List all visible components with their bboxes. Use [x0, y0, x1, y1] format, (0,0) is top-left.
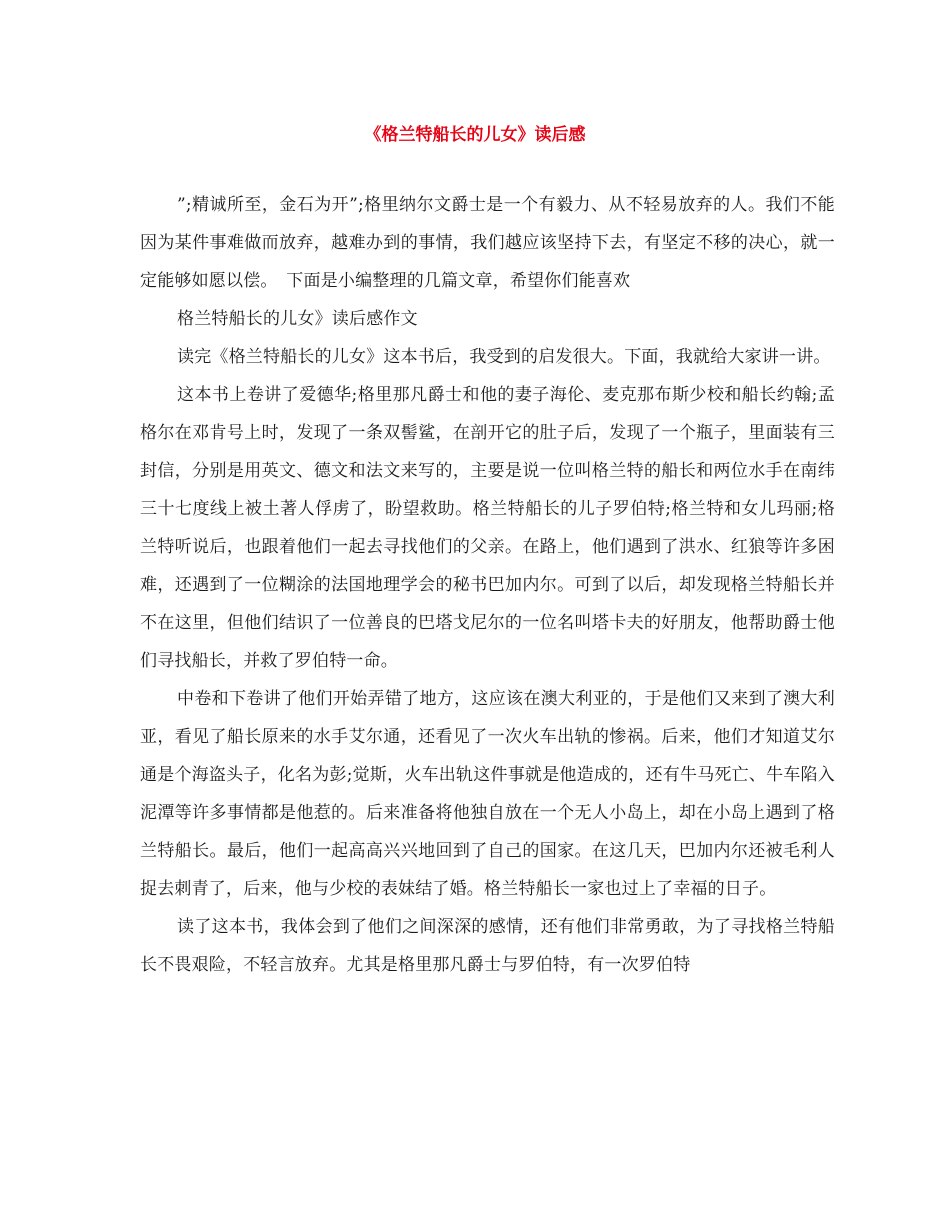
- body-paragraph: 这本书上卷讲了爱德华;格里那凡爵士和他的妻子海伦、麦克那布斯少校和船长约翰;孟格尔在邓肯号上时，发现了一条双髻鲨，在剖开它的肚子后，发现了一个瓶子，里面装有三封信，分别是用英文、德文和法文来写的，主要是说一位叫格兰特的船长和两位水手在南纬三十七度线上被土著人俘虏了，盼望救助。格兰特船长的儿子罗伯特;格兰特和女儿玛丽;格兰特听说后，也跟着他们一起去寻找他们的父亲。在路上，他们遇到了洪水、红狼等许多困难，还遇到了一位糊涂的法国地理学会的秘书巴加内尔。可到了以后，却发现格兰特船长并不在这里，但他们结识了一位善良的巴塔戈尼尔的一位名叫塔卡夫的好朋友，他帮助爵士他们寻找船长，并救了罗伯特一命。: [140, 385, 835, 671]
- essay-subtitle: 格兰特船长的儿女》读后感作文: [177, 309, 418, 329]
- body-paragraph: 读了这本书，我体会到了他们之间深深的感情，还有他们非常勇敢，为了寻找格兰特船长不畏艰险，不轻言放弃。尤其是格里那凡爵士与罗伯特，有一次罗伯特: [140, 917, 835, 975]
- document-title: 《格兰特船长的儿女》读后感: [364, 125, 586, 145]
- body-paragraph: 中卷和下卷讲了他们开始弄错了地方，这应该在澳大利亚的，于是他们又来到了澳大利亚，看见了船长原来的水手艾尔通，还看见了一次火车出轨的惨祸。后来，他们才知道艾尔通是个海盗头子，化名为彭;觉斯，火车出轨这件事就是他造成的，还有牛马死亡、牛车陷入泥潭等许多事情都是他惹的。后来准备将他独自放在一个无人小岛上，却在小岛上遇到了格兰特船长。最后，他们一起高高兴兴地回到了自己的国家。在这几天，巴加内尔还被毛利人捉去刺青了，后来，他与少校的表妹结了婚。格兰特船长一家也过上了幸福的日子。: [140, 689, 835, 899]
- document-body: [140, 186, 835, 984]
- intro-paragraph: ”;精诚所至，金石为开”;格里纳尔文爵士是一个有毅力、从不轻易放弃的人。我们不能因为某件事难做而放弃，越难办到的事情，我们越应该坚持下去，有坚定不移的决心，就一定能够如愿以偿。 下面是小编整理的几篇文章，希望你们能喜欢: [140, 195, 835, 291]
- body-paragraph: 读完《格兰特船长的儿女》这本书后，我受到的启发很大。下面，我就给大家讲一讲。: [177, 347, 831, 367]
